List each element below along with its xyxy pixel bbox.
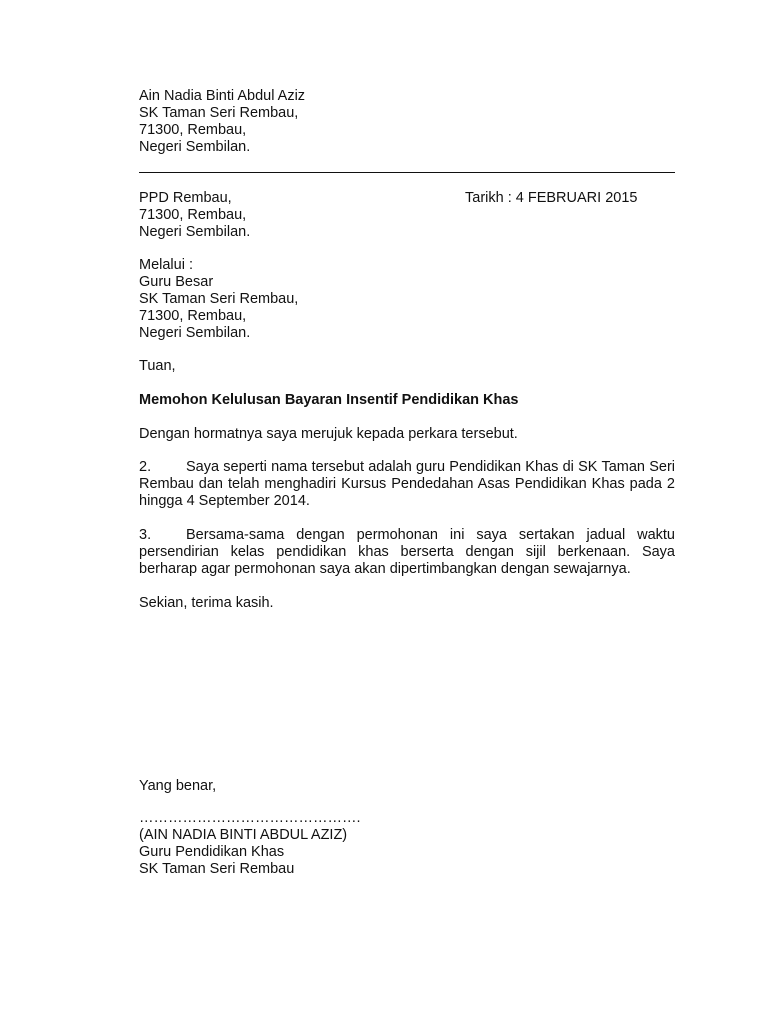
paragraph-text: Saya seperti nama tersebut adalah guru Pendidikan Khas di SK Taman Seri Rembau dan telah menghadiri Kursus Pendedahan Asas Pendidikan Khas pada 2 hingga 4 September 2014. (139, 459, 675, 509)
paragraph-number: 2. (139, 459, 152, 475)
letter-date: Tarikh : 4 FEBRUARI 2015 (465, 190, 638, 206)
header-divider (139, 172, 675, 173)
sender-address-line-3: Negeri Sembilan. (139, 139, 251, 155)
via-address-line-2: 71300, Rembau, (139, 308, 247, 324)
via-address-line-3: Negeri Sembilan. (139, 325, 251, 341)
signatory-school: SK Taman Seri Rembau (139, 861, 295, 877)
letter-subject: Memohon Kelulusan Bayaran Insentif Pendidikan Khas (139, 392, 519, 408)
closing-line: Sekian, terima kasih. (139, 595, 274, 611)
salutation: Tuan, (139, 358, 176, 374)
recipient-name: PPD Rembau, (139, 190, 232, 206)
recipient-address (139, 190, 250, 241)
via-address-line-1: SK Taman Seri Rembau, (139, 291, 299, 307)
paragraph-2 (139, 459, 675, 510)
signatory-title: Guru Pendidikan Khas (139, 844, 285, 860)
via-name: Guru Besar (139, 274, 214, 290)
signature-block (139, 810, 361, 878)
sender-address-line-2: 71300, Rembau, (139, 122, 247, 138)
valediction: Yang benar, (139, 778, 217, 794)
recipient-address-line-2: Negeri Sembilan. (139, 224, 251, 240)
paragraph-3 (139, 527, 675, 578)
intro-paragraph: Dengan hormatnya saya merujuk kepada perkara tersebut. (139, 426, 518, 442)
recipient-address-line-1: 71300, Rembau, (139, 207, 247, 223)
via-label: Melalui : (139, 257, 193, 273)
signature-dotted-line: ………………………………………. (139, 810, 361, 826)
sender-address-line-1: SK Taman Seri Rembau, (139, 105, 299, 121)
signatory-name: (AIN NADIA BINTI ABDUL AZIZ) (139, 827, 348, 843)
paragraph-text: Bersama-sama dengan permohonan ini saya sertakan jadual waktu persendirian kelas pendidikan khas berserta dengan sijil berkenaan. Saya berharap agar permohonan saya akan dipertimbangkan dengan sewajarnya. (139, 527, 675, 577)
sender-name: Ain Nadia Binti Abdul Aziz (139, 88, 306, 104)
paragraph-number: 3. (139, 527, 152, 543)
sender-address (139, 88, 305, 156)
via-address (139, 257, 298, 342)
